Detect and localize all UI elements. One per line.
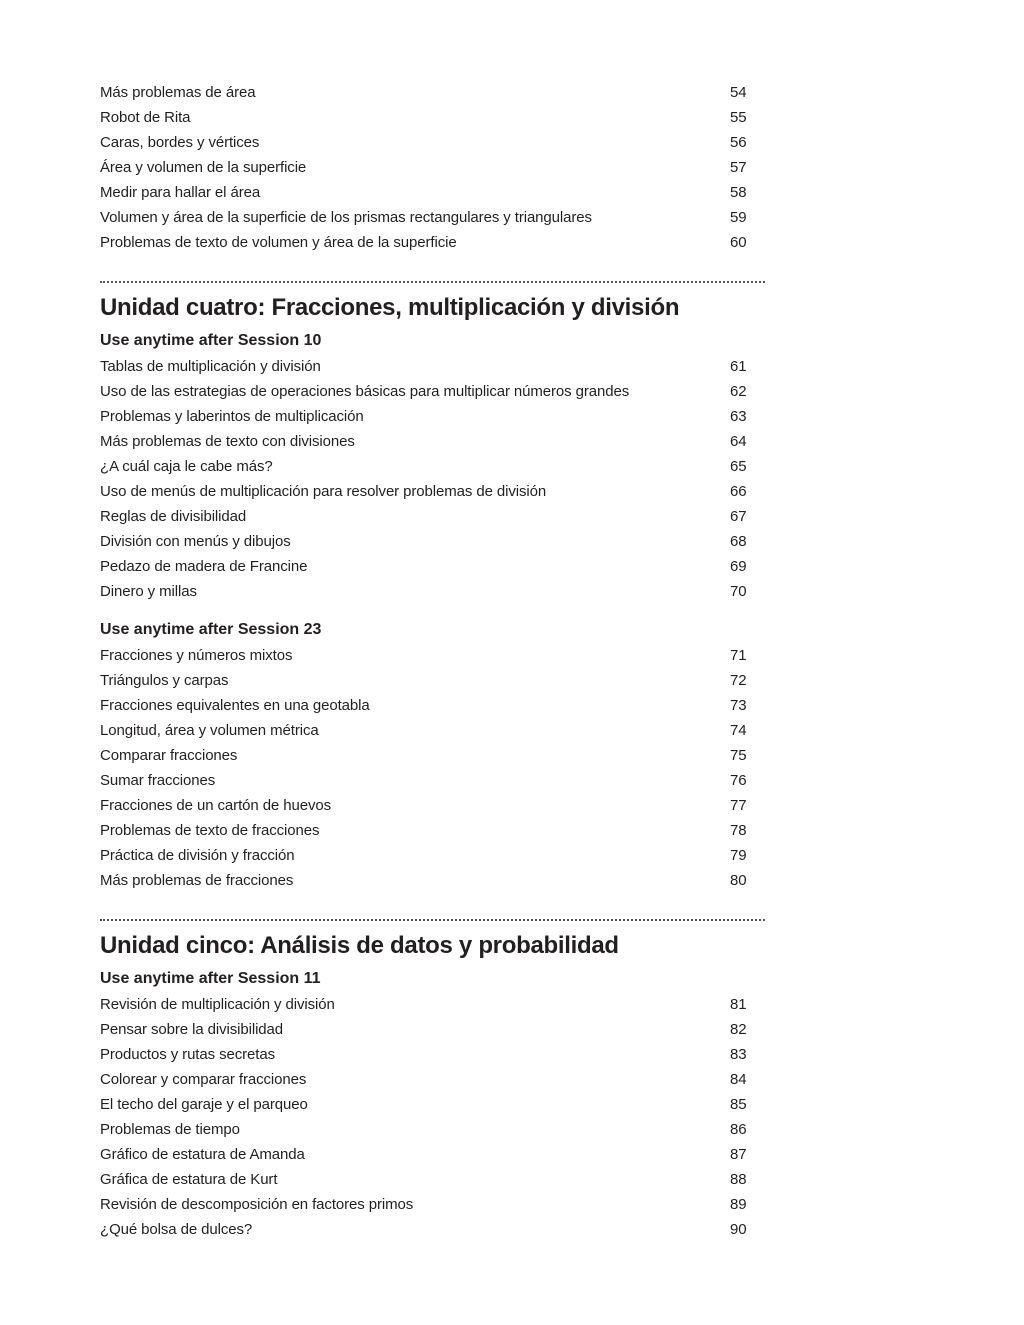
entry-page-number: 76 — [730, 772, 747, 789]
entry-page-number: 56 — [730, 134, 747, 151]
entry-page-number: 67 — [730, 508, 747, 525]
toc-entry[interactable] — [100, 1117, 765, 1142]
entry-title: Longitud, área y volumen métrica — [100, 722, 319, 739]
entry-title: Problemas de tiempo — [100, 1121, 240, 1138]
entry-title: Tablas de multiplicación y división — [100, 358, 321, 375]
entry-page-number: 81 — [730, 996, 747, 1013]
entry-page-number: 60 — [730, 234, 747, 251]
entry-page-number: 90 — [730, 1221, 747, 1238]
entry-title: El techo del garaje y el parqueo — [100, 1096, 308, 1113]
toc-entry[interactable] — [100, 155, 765, 180]
toc-entry[interactable] — [100, 843, 765, 868]
entry-title: Reglas de divisibilidad — [100, 508, 247, 525]
entry-title: Pedazo de madera de Francine — [100, 558, 308, 575]
toc-entry[interactable] — [100, 868, 765, 893]
unit-four-title: Unidad cuatro: Fracciones, multiplicación y división — [100, 294, 680, 321]
entry-page-number: 80 — [730, 872, 747, 889]
entry-page-number: 68 — [730, 533, 747, 550]
entry-title: Gráfica de estatura de Kurt — [100, 1171, 278, 1188]
entry-title: ¿Qué bolsa de dulces? — [100, 1221, 253, 1238]
entry-title: Productos y rutas secretas — [100, 1046, 275, 1063]
top-entry-list — [100, 80, 765, 255]
toc-entry[interactable] — [100, 1167, 765, 1192]
entry-page-number: 83 — [730, 1046, 747, 1063]
entry-title: Práctica de división y fracción — [100, 847, 295, 864]
entry-page-number: 70 — [730, 583, 747, 600]
toc-entry[interactable] — [100, 693, 765, 718]
entry-title: Fracciones de un cartón de huevos — [100, 797, 332, 814]
toc-entry[interactable] — [100, 379, 765, 404]
entry-title: Revisión de multiplicación y división — [100, 996, 335, 1013]
dotted-divider — [100, 919, 765, 921]
entry-page-number: 65 — [730, 458, 747, 475]
entry-page-number: 87 — [730, 1146, 747, 1163]
entry-page-number: 77 — [730, 797, 747, 814]
entry-page-number: 63 — [730, 408, 747, 425]
entry-title: Gráfico de estatura de Amanda — [100, 1146, 305, 1163]
toc-entry[interactable] — [100, 479, 765, 504]
entry-page-number: 73 — [730, 697, 747, 714]
toc-entry[interactable] — [100, 105, 765, 130]
entry-page-number: 62 — [730, 383, 747, 400]
group-heading: Use anytime after Session 10 — [100, 332, 322, 349]
entry-page-number: 84 — [730, 1071, 747, 1088]
entry-page-number: 78 — [730, 822, 747, 839]
entry-title: Área y volumen de la superficie — [100, 159, 307, 176]
toc-entry[interactable] — [100, 1042, 765, 1067]
group-heading: Use anytime after Session 23 — [100, 621, 322, 638]
entry-page-number: 71 — [730, 647, 747, 664]
entry-title: Colorear y comparar fracciones — [100, 1071, 307, 1088]
entry-page-number: 75 — [730, 747, 747, 764]
entry-page-number: 79 — [730, 847, 747, 864]
entry-page-number: 58 — [730, 184, 747, 201]
entry-title: Pensar sobre la divisibilidad — [100, 1021, 284, 1038]
entry-page-number: 88 — [730, 1171, 747, 1188]
entry-title: Dinero y millas — [100, 583, 197, 600]
entry-page-number: 72 — [730, 672, 747, 689]
table-of-contents — [100, 80, 765, 1242]
toc-entry[interactable] — [100, 429, 765, 454]
toc-entry[interactable] — [100, 668, 765, 693]
entry-page-number: 74 — [730, 722, 747, 739]
entry-page-number: 66 — [730, 483, 747, 500]
toc-entry[interactable] — [100, 1067, 765, 1092]
toc-entry[interactable] — [100, 768, 765, 793]
entry-title: ¿A cuál caja le cabe más? — [100, 458, 273, 475]
entry-page-number: 85 — [730, 1096, 747, 1113]
entry-title: División con menús y dibujos — [100, 533, 291, 550]
entry-page-number: 69 — [730, 558, 747, 575]
toc-entry[interactable] — [100, 643, 765, 668]
dotted-divider — [100, 281, 765, 283]
toc-entry[interactable] — [100, 230, 765, 255]
entry-title: Volumen y área de la superficie de los prismas rectangulares y triangulares — [100, 209, 592, 226]
toc-entry[interactable] — [100, 130, 765, 155]
toc-entry[interactable] — [100, 354, 765, 379]
group-spacer — [100, 604, 765, 618]
entry-title: Problemas y laberintos de multiplicación — [100, 408, 364, 425]
toc-entry[interactable] — [100, 554, 765, 579]
toc-entry[interactable] — [100, 529, 765, 554]
unit-five-group-one-list — [100, 992, 765, 1242]
entry-title: Más problemas de fracciones — [100, 872, 294, 889]
entry-page-number: 54 — [730, 84, 747, 101]
toc-entry[interactable] — [100, 1217, 765, 1242]
group-heading: Use anytime after Session 11 — [100, 970, 321, 987]
toc-entry[interactable] — [100, 1142, 765, 1167]
entry-title: Robot de Rita — [100, 109, 191, 126]
toc-entry[interactable] — [100, 743, 765, 768]
toc-entry[interactable] — [100, 579, 765, 604]
unit-five-title: Unidad cinco: Análisis de datos y probabilidad — [100, 932, 619, 959]
entry-page-number: 55 — [730, 109, 747, 126]
entry-title: Problemas de texto de fracciones — [100, 822, 320, 839]
entry-title: Uso de las estrategias de operaciones básicas para multiplicar números grandes — [100, 383, 630, 400]
entry-title: Medir para hallar el área — [100, 184, 261, 201]
entry-title: Más problemas de área — [100, 84, 256, 101]
entry-title: Sumar fracciones — [100, 772, 216, 789]
toc-entry[interactable] — [100, 718, 765, 743]
entry-title: Fracciones y números mixtos — [100, 647, 293, 664]
toc-entry[interactable] — [100, 793, 765, 818]
toc-entry[interactable] — [100, 1092, 765, 1117]
entry-title: Revisión de descomposición en factores primos — [100, 1196, 414, 1213]
entry-title: Comparar fracciones — [100, 747, 238, 764]
toc-entry[interactable] — [100, 504, 765, 529]
entry-page-number: 86 — [730, 1121, 747, 1138]
toc-entry[interactable] — [100, 1192, 765, 1217]
toc-entry[interactable] — [100, 404, 765, 429]
entry-page-number: 61 — [730, 358, 747, 375]
entry-title: Caras, bordes y vértices — [100, 134, 260, 151]
toc-entry[interactable] — [100, 180, 765, 205]
entry-title: Problemas de texto de volumen y área de la superficie — [100, 234, 457, 251]
toc-entry[interactable] — [100, 454, 765, 479]
entry-page-number: 64 — [730, 433, 747, 450]
toc-entry[interactable] — [100, 80, 765, 105]
entry-page-number: 57 — [730, 159, 747, 176]
unit-four-group-two-list — [100, 643, 765, 893]
toc-entry[interactable] — [100, 818, 765, 843]
entry-title: Triángulos y carpas — [100, 672, 229, 689]
entry-title: Uso de menús de multiplicación para resolver problemas de división — [100, 483, 547, 500]
toc-entry[interactable] — [100, 1017, 765, 1042]
toc-entry[interactable] — [100, 992, 765, 1017]
entry-page-number: 89 — [730, 1196, 747, 1213]
entry-title: Más problemas de texto con divisiones — [100, 433, 355, 450]
toc-entry[interactable] — [100, 205, 765, 230]
entry-title: Fracciones equivalentes en una geotabla — [100, 697, 370, 714]
entry-page-number: 82 — [730, 1021, 747, 1038]
unit-four-group-one-list — [100, 354, 765, 604]
entry-page-number: 59 — [730, 209, 747, 226]
